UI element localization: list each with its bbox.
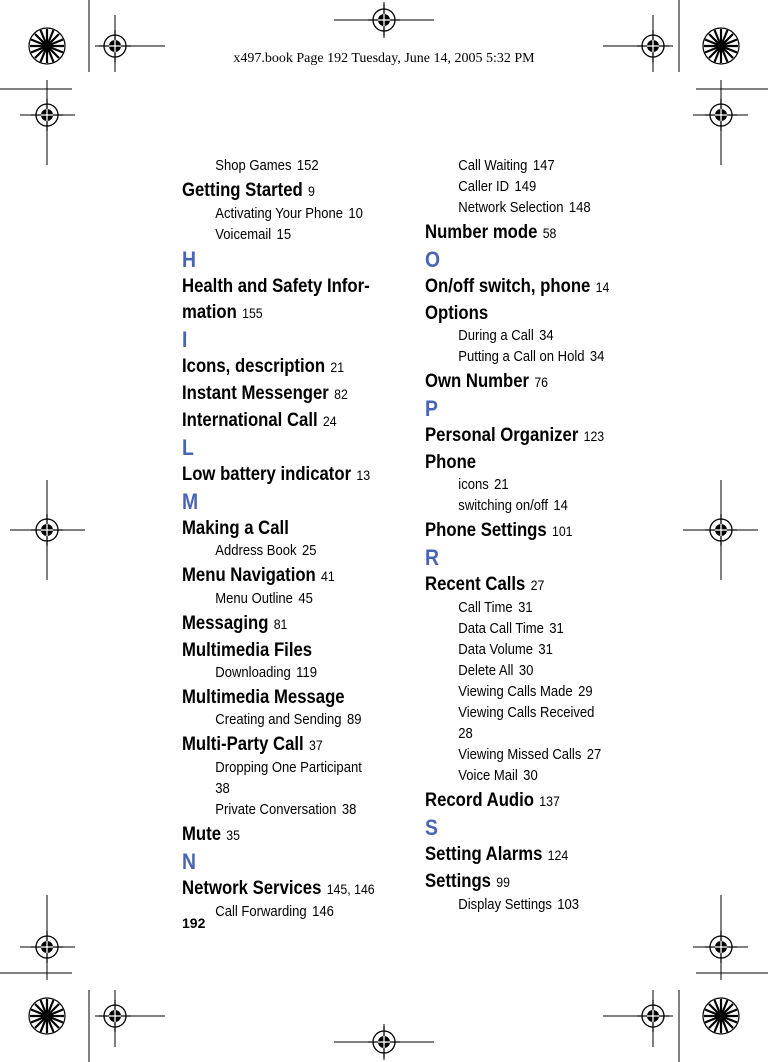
index-term: Instant Messenger xyxy=(182,383,329,404)
index-term: Delete All xyxy=(458,663,514,679)
index-page-ref: 31 xyxy=(518,600,533,616)
index-page-ref: 34 xyxy=(589,349,605,365)
index-term: Data Call Time xyxy=(458,621,544,637)
index-entry xyxy=(425,423,627,449)
index-term: Multimedia Files xyxy=(182,640,313,661)
index-term: Voice Mail xyxy=(458,768,518,784)
index-page-ref: 14 xyxy=(553,498,568,514)
index-page-ref: 27 xyxy=(530,577,545,593)
index-entry xyxy=(182,611,384,637)
index-entry xyxy=(425,450,627,475)
index-term: During a Call xyxy=(458,328,534,344)
index-subentry xyxy=(425,326,632,347)
index-term: Menu Outline xyxy=(215,591,293,607)
index-term: Settings xyxy=(425,871,491,892)
index-entry xyxy=(425,274,627,300)
index-subentry xyxy=(182,710,389,731)
index-page-ref: 31 xyxy=(538,642,553,658)
index-page-ref: 31 xyxy=(549,621,564,637)
index-page-ref: 35 xyxy=(226,827,240,843)
index-term: Multimedia Message xyxy=(182,687,345,708)
index-entry xyxy=(182,178,384,204)
index-subentry xyxy=(182,156,389,177)
index-term: Call Waiting xyxy=(458,158,528,174)
index-page-ref: 101 xyxy=(551,523,573,539)
index-term: International Call xyxy=(182,410,318,431)
index-term: Display Settings xyxy=(458,897,552,913)
index-term: Voicemail xyxy=(215,227,272,243)
index-term: Low battery indicator xyxy=(182,464,352,485)
index-term: Health and Safety Infor- xyxy=(182,276,370,297)
index-subentry xyxy=(425,682,632,703)
index-entry xyxy=(182,638,384,663)
index-entry xyxy=(182,732,384,758)
index-term: 38 xyxy=(215,781,230,797)
index-term: Private Conversation xyxy=(215,802,337,818)
index-subentry xyxy=(182,800,389,821)
index-subentry xyxy=(425,177,632,198)
index-page-ref: 24 xyxy=(322,413,337,429)
index-term: Phone xyxy=(425,452,477,473)
index-term: Multi-Party Call xyxy=(182,734,304,755)
index-subentry xyxy=(425,724,632,745)
index-page-ref: 38 xyxy=(341,802,357,818)
index-entry xyxy=(182,685,384,710)
index-entry xyxy=(425,369,627,395)
index-subentry xyxy=(425,496,632,517)
index-subentry xyxy=(425,347,632,368)
index-term: Icons, description xyxy=(182,356,326,377)
index-term: Messaging xyxy=(182,613,269,634)
index-term: Call Forwarding xyxy=(215,904,307,920)
index-section-letter: H xyxy=(182,247,196,272)
index-term: Data Volume xyxy=(458,642,534,658)
index-entry xyxy=(425,842,627,868)
index-entry xyxy=(182,563,384,589)
index-page-ref: 10 xyxy=(348,206,363,222)
index-subentry xyxy=(425,619,632,640)
page-number: 192 xyxy=(182,915,206,931)
index-subentry xyxy=(182,779,389,800)
index-page-ref: 29 xyxy=(578,684,593,700)
index-entry xyxy=(182,274,384,299)
index-page-ref: 21 xyxy=(330,359,345,375)
index-subentry xyxy=(425,703,632,724)
index-section-letter: I xyxy=(182,327,188,352)
index-entry xyxy=(182,381,384,407)
index-page-ref: 25 xyxy=(301,543,317,559)
index-entry xyxy=(182,876,384,902)
index-column-left xyxy=(182,156,412,923)
index-term: Menu Navigation xyxy=(182,565,316,586)
index-term: Network Selection xyxy=(458,200,564,216)
index-term: On/off switch, phone xyxy=(425,276,591,297)
index-subentry xyxy=(182,204,389,225)
index-term: switching on/off xyxy=(458,498,549,514)
index-subentry xyxy=(425,198,632,219)
index-term: Address Book xyxy=(215,543,297,559)
index-term: Shop Games xyxy=(215,158,292,174)
index-term: Creating and Sending xyxy=(215,712,342,728)
index-term: Making a Call xyxy=(182,518,289,539)
index-entry xyxy=(425,301,627,326)
index-section-letter: M xyxy=(182,489,199,514)
index-page-ref: 58 xyxy=(542,225,557,241)
index-term: icons xyxy=(458,477,489,493)
index-subentry xyxy=(182,589,389,610)
index-page-ref: 99 xyxy=(496,874,510,890)
index-term: Viewing Missed Calls xyxy=(458,747,582,763)
index-term: Record Audio xyxy=(425,790,534,811)
index-page-ref: 37 xyxy=(308,737,323,753)
index-page-ref: 9 xyxy=(308,183,315,199)
index-term: Call Time xyxy=(458,600,513,616)
index-entry xyxy=(182,354,384,380)
index-page-ref: 119 xyxy=(296,665,317,681)
index-subentry xyxy=(182,541,389,562)
index-term: Setting Alarms xyxy=(425,844,543,865)
index-entry xyxy=(425,518,627,544)
index-page-ref: 30 xyxy=(518,663,534,679)
index-page-ref: 148 xyxy=(568,200,591,216)
index-entry xyxy=(182,822,384,848)
index-term: Dropping One Participant xyxy=(215,760,362,776)
index-term: Downloading xyxy=(215,665,291,681)
index-page-ref: 137 xyxy=(539,793,560,809)
index-section-letter: P xyxy=(425,396,438,421)
index-page-ref: 152 xyxy=(296,158,319,174)
index-page-ref: 21 xyxy=(494,477,509,493)
index-entry xyxy=(182,300,384,326)
index-term: 28 xyxy=(458,726,473,742)
index-term: mation xyxy=(182,302,237,323)
index-page-ref: 30 xyxy=(523,768,538,784)
index-page-ref: 81 xyxy=(273,616,288,632)
index-subentry xyxy=(182,758,389,779)
index-page-ref: 124 xyxy=(547,847,569,863)
index-term: Getting Started xyxy=(182,180,303,201)
index-section-letter: O xyxy=(425,247,441,272)
index-page-ref: 146 xyxy=(312,904,334,920)
index-subentry xyxy=(425,895,632,916)
index-section-letter: N xyxy=(182,849,196,874)
index-page-ref: 103 xyxy=(557,897,580,913)
index-subentry xyxy=(425,475,632,496)
index-subentry xyxy=(182,902,389,923)
index-term: Personal Organizer xyxy=(425,425,579,446)
index-page-ref: 155 xyxy=(242,305,263,321)
index-page-ref: 76 xyxy=(534,374,549,390)
index-page-ref: 45 xyxy=(298,591,313,607)
index-page-ref: 145, 146 xyxy=(326,881,375,897)
index-subentry xyxy=(182,225,389,246)
index-page-ref: 14 xyxy=(595,279,610,295)
index-term: Phone Settings xyxy=(425,520,547,541)
index-page-ref: 13 xyxy=(356,467,371,483)
index-subentry xyxy=(425,745,632,766)
print-slug: x497.book Page 192 Tuesday, June 14, 2005 5:32 PM xyxy=(233,51,535,66)
index-page-ref: 82 xyxy=(334,386,348,402)
index-section-letter: L xyxy=(182,435,194,460)
index-section-letter: S xyxy=(425,815,438,840)
index-page-ref: 27 xyxy=(586,747,602,763)
index-term: Mute xyxy=(182,824,222,845)
index-term: Recent Calls xyxy=(425,574,526,595)
index-entry xyxy=(425,869,627,895)
index-page-ref: 147 xyxy=(532,158,555,174)
index-term: Caller ID xyxy=(458,179,510,195)
index-entry xyxy=(425,572,627,598)
index-subentry xyxy=(425,640,632,661)
index-term: Putting a Call on Hold xyxy=(458,349,585,365)
index-term: Number mode xyxy=(425,222,538,243)
index-subentry xyxy=(425,766,632,787)
index-entry xyxy=(182,408,384,434)
index-term: Viewing Calls Received xyxy=(458,705,595,721)
index-page-ref: 123 xyxy=(583,428,605,444)
index-page-ref: 41 xyxy=(321,568,335,584)
index-entry xyxy=(182,462,384,488)
index-page-ref: 149 xyxy=(514,179,537,195)
index-section-letter: R xyxy=(425,545,439,570)
index-term: Viewing Calls Made xyxy=(458,684,573,700)
index-subentry xyxy=(425,598,632,619)
index-entry xyxy=(182,516,384,541)
index-term: Activating Your Phone xyxy=(215,206,344,222)
index-term: Network Services xyxy=(182,878,322,899)
index-column-right xyxy=(425,156,655,916)
index-term: Own Number xyxy=(425,371,530,392)
index-page-ref: 34 xyxy=(539,328,554,344)
index-entry xyxy=(425,788,627,814)
index-page-ref: 15 xyxy=(276,227,292,243)
index-page-ref: 89 xyxy=(346,712,362,728)
index-subentry xyxy=(182,663,389,684)
index-subentry xyxy=(425,661,632,682)
index-entry xyxy=(425,220,627,246)
index-term: Options xyxy=(425,303,489,324)
index-subentry xyxy=(425,156,632,177)
